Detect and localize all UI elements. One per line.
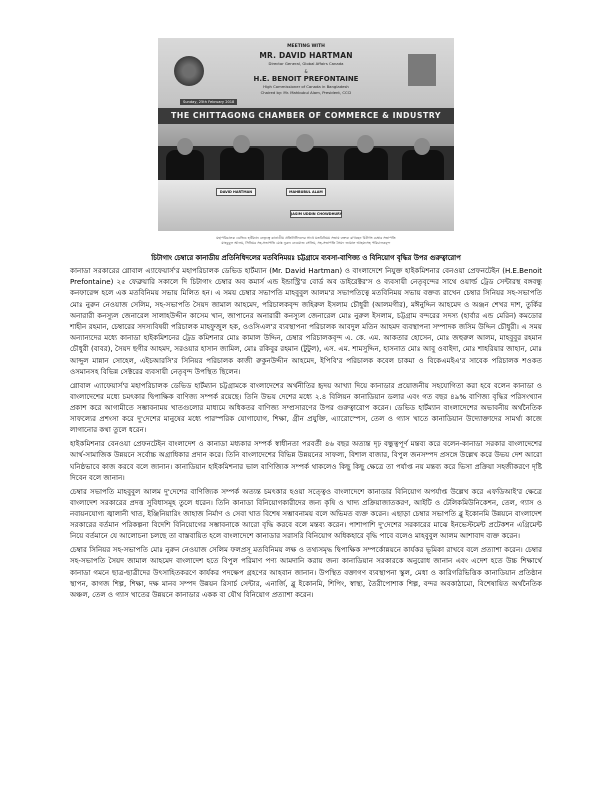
banner-date: Sunday, 25th February 2018 bbox=[180, 99, 237, 105]
attendee-head bbox=[296, 134, 314, 152]
attendee-figure bbox=[344, 148, 388, 184]
banner-meeting-with: MEETING WITH bbox=[287, 44, 325, 49]
banner-high-commissioner-role: High Commissioner of Canada in Bangladesh bbox=[263, 84, 349, 89]
photo-caption-line-1: মহাপরিচালক ডেভিড হার্টম্যান নেতৃত্বে কানাডীয় প্রতিনিধিদলের সাথে মতবিনিময় সভায় বক্তব্য রাখছেন চিটাগং চেম্বার সভাপতি bbox=[216, 236, 396, 240]
nameplate: JASIM UDDIN CHOWDHURY bbox=[291, 212, 343, 216]
article-paragraph: চেম্বার সিনিয়র সহ-সভাপতি মোঃ নুরুন নেওয়াজ সেলিম ফলপ্রসূ মতবিনিময় লক্ষ ও তথ্যসমৃদ্ধ দ্বিপাক্ষিক সম্পর্কোন্নয়নে কার্যকর ভূমিকা রাখবে বলে প্রত্যাশা করেন। চেম্বার সহ-সভাপতি সৈয়দ জামাল আহমেদ বাংলাদেশ হতে বিপুল পরিমাণ পণ্য আমদানি করায় জন্য কানাডিয়ান সরকারকে অনুরোধ জানান এবং এদেশ হতে উচ্চ শিক্ষার্থে কানাডা গমনে ছাত্র-ছাত্রীদের উৎসাহিতকরণে কার্যকর পদক্ষেপ গ্রহণের আহবান জানান। উপস্থিত বক্তাগণ ব্যবস্থাপনা স্কুল, মেধা ও কারিগরিভিত্তিক কানাডিয়ান প্রতিষ্ঠান স্থাপন, কাগজ শিল্প, শিক্ষা, দক্ষ মানব সম্পদ উন্নয়ন রিসার্চ সেন্টার, এনার্জি, ব্লু ইকোনমি, শিপিং, স্বাস্থ্য, তৈরীপোশাক শিল্প, বন্দর অবকাঠামো, বিশেষায়িত অর্থনৈতিক অঞ্চল, তেল ও গ্যাস খাতের উন্নয়নে কানাডার একক বা যৌথ বিনিয়োগ প্রত্যাশা করেন। bbox=[70, 545, 542, 600]
article-paragraph: হাইকমিশনার বেনওয়া প্রেফনটেইন বাংলাদেশ ও কানাডা মধ্যকার সম্পর্ক স্বাধীনতা পরবর্তী ৪৬ বছর অত্যন্ত দৃঢ় বন্ধুত্বপূর্ণ মন্তব্য করে বলেন-কানাডা সরকার বাংলাদেশের আর্থ-সামাজিক উন্নয়নে সর্বোচ্চ অগ্রাধিকার প্রদান করে। তিনি বাংলাদেশের বিভিন্ন উন্নয়নের সাফল্য, বিশাল বাজার, বিপুল জনসম্পদ প্রসঙ্গে উল্লেখ করে উভয় দেশ আরো ঘনিষ্ঠভাবে কাজ করবে বলে জানান। কানাডিয়ান হাইকমিশনার ভাল বাণিজ্যিক সম্পর্ক থাকলেও কিছু কিছু ক্ষেত্রে তা পর্যাপ্ত নয় মন্তব্য করে ভিসা প্রক্রিয়া সহজীকরণে দৃষ্টি দিবেন বলে জানান। bbox=[70, 439, 542, 482]
banner-guest-role: Director General, Global Affairs Canada bbox=[268, 61, 344, 66]
attendee-figure bbox=[402, 150, 444, 184]
article-paragraph: কানাডা সরকারের গ্লোবাল এ্যাফেয়ার্স'র মহাপরিচালক ডেভিড হার্টম্যান (Mr. David Hartman) ও বাংলাদেশে নিযুক্ত হাইকমিশনার বেনওয়া প্রেফনটেইন (H.E.Benoit Prefontaine) ২৫ ফেব্রুয়ারি সকালে দি চিটাগাং চেম্বার অব কমার্স এন্ড ইন্ডাস্ট্রি'র বোর্ড অব ডাইরেক্টর'স ও ব্যবসায়ী নেতৃবৃন্দের সাথে ওয়ার্ল্ড ট্রেড সেন্টারস্থ বঙ্গবন্ধু কনফারেন্স হলে এক মতবিনিময় সভায় মিলিত হন। এ সময় চেম্বার সভাপতি মাহবুবুল আলম'র সভাপতিত্বে মতবিনিময় সভায় বক্তব্য রাখেন চেম্বার সিনিয়র সহ-সভাপতি মোঃ নুরুন নেওয়াজ সেলিম, সহ-সভাপতি সৈয়দ জামাল আহমেদ, পরিচালকবৃন্দ জহিরুল ইসলাম চৌধুরী (আলমগীর), মঈনুদ্দিন আহমেদ ও অঞ্জন শেখর দাশ, তুর্কির অনারারী কনস্যুল জেনারেল সালাহউদ্দীন কাসেম খান, জাপানের অনারারী কনস্যুল জেনারেল মোঃ নুরুল ইসলাম, চট্টগ্রাম বন্দরের সদস্য (হার্বার এন্ড মেরিন) কমডোর শাহীন রহমান, চেম্বারের সদস্যবিষয়ী পরিচালক মাহফুজুল হক, ওওসিএল'র ব্যবস্থাপনা পরিচালক আবদুল মতিন আহমদ ব্যবস্থাপনা সম্পাদক জসিম উদ্দিন চৌধুরী। এ সময় অন্যান্যদের মধ্যে কানাডা হাইকমিশনের ট্রেড কমিশনার মোঃ কামাল উদ্দিন, চেম্বার পরিচালকবৃন্দ এ. কে. এম. আকতার হোসেন, মোঃ জহুরুল আলম, মাহবুবুর রহমান চৌধুরী (বাবর), সৈয়দ ছগীর আহমদ, সরওয়ার হাসান জামিল, মোঃ রকিবুর রহমান (টুটুল), এস. এম. শামসুদ্দিন, হাসনাত মোঃ আবু ওবাইদা, মোঃ শাহরিয়ার জাহান, মোঃ আব্দুল মান্নান সোহেল, এইচআরসি'র সিনিয়র পরিচালক কাজী রুকুনউদ্দীন আহমেদ, ইপিবি'র পরিচালক কবেল চাকমা ও বিকেএমইএ'র সাবেক পরিচালক শওকত ওসমানসহ বিভিন্ন সেক্টরের ব্যবসায়ী নেতৃবৃন্দ উপস্থিত ছিলেন। bbox=[70, 266, 542, 376]
chamber-banner-text: THE CHITTAGONG CHAMBER OF COMMERCE & INDUSTRY bbox=[170, 111, 441, 120]
nameplate: MAHBUBUL ALAM bbox=[286, 188, 326, 196]
attendee-head bbox=[414, 138, 430, 155]
article-paragraph: গ্লোবাল এ্যাফেয়ার্স'র মহাপরিচালক ডেভিড হার্টম্যান চট্টগ্রামকে বাংলাদেশের অর্থনীতির হৃদয় আখ্যা দিয়ে কানাডার প্রয়োজনীয় সহযোগিতা করা হবে বলেন কানাডা ও বাংলাদেশের মধ্যে চমৎকার দ্বিপাক্ষিক বাণিজ্য সম্পর্ক রয়েছে। তিনি উভয় দেশের মধ্যে ২.৪ বিলিয়ন কানাডিয়ান ডলার এবং গত বছর ৪৯% বাণিজ্য বৃদ্ধির পরিসংখ্যান প্রকাশ করে আগামীতে সম্ভাবনাময় খাতগুলোর মাধ্যমে অধিকতর বাণিজ্য সম্প্রসারণের উপর গুরুত্বারোপ করেন। ডেভিড হার্টম্যান বাংলাদেশের অভাবনীয় অর্থনৈতিক সাফল্যের প্রশংসা করে দু'দেশের মানুষের মধ্যে পারস্পরিক যোগাযোগ, শিক্ষা, গ্রীন প্রযুক্তি, এ্যারোস্পেস, তেল ও গ্যাস খাতে কানাডিয়ান উদ্যোক্তাদের সামর্থ্য কাজে লাগানোর কথা তুলে ধরেন। bbox=[70, 380, 543, 435]
article-body bbox=[70, 265, 542, 603]
banner-high-commissioner-name: H.E. BENOIT PREFONTAINE bbox=[253, 75, 359, 83]
nameplate: DAVID HARTMAN bbox=[216, 188, 256, 196]
banner-guest-name: MR. DAVID HARTMAN bbox=[259, 51, 353, 60]
article-paragraph: চেম্বার সভাপতি মাহবুবুল আলম দু'দেশের বাণিজ্যিক সম্পর্ক অত্যন্ত চমৎকার হওয়া সত্ত্বেও বাংলাদেশে কানাডার বিনিয়োগ অপর্যাপ্ত উল্লেখ করে এফডিআই'র ক্ষেত্রে বাংলাদেশ সরকারের প্রদত্ত সুবিধাসমূহ তুলে ধরেন। তিনি কানাডা বিনিয়োগকারীদের জন্য কৃষি ও খাদ্য প্রক্রিয়াজাতকরণ, আইটি ও টেলিকমিউনিকেশন, তেল, গ্যাস ও নবায়নযোগ্য জ্বালানী খাত, ইঞ্জিনিয়ারিং জাহাজ নির্মাণ ও সেবা খাত বিশেষ সম্ভাবনাময় বলে অভিমত ব্যক্ত করেন। এছাড়া চেম্বার সভাপতি ব্লু ইকোনমি উন্নয়নে বাংলাদেশ সরকারের বর্তমান পরিকল্পনা বিদেশি বিনিয়োগের সম্ভাবনাকে আরো বৃদ্ধি করবে বলে মন্তব্য করেন। পাশাপাশি দু'দেশের সরকারের মাঝে ইনভেস্টমেন্ট প্রটেকশন এগ্রিমেন্ট নিয়ে বর্তমানে যে আলোচনা চলছে তা বাস্তবায়িত হলে বাংলাদেশে কানাডার সরাসরি বিনিয়োগ অধিকহারে বৃদ্ধি পাবে বলেও মাহবুবুল আলম আশাবাদ ব্যক্ত করেন। bbox=[70, 486, 542, 541]
attendee-head bbox=[357, 135, 374, 153]
attendee-head bbox=[233, 135, 250, 153]
attendee-figure bbox=[282, 148, 328, 184]
photo-caption-line-2: মাহবুবুল আলম, সিনিয়র সহ-সভাপতি মোঃ নুরুন নেওয়াজ সেলিম, সহ-সভাপতি সৈয়দ জামাল আহমদসহ পরিচালকবৃন্দ bbox=[221, 241, 391, 245]
attendee-figure bbox=[166, 150, 204, 184]
attendee-head bbox=[177, 138, 193, 155]
banner-chair: Chaired by: Mr. Mahbubul Alam, President, CCCI bbox=[260, 90, 352, 95]
article-headline: চিটাগাং চেম্বারে কানাডীয় প্রতিনিধিদলের মতবিনিময়ঃ চট্টগ্রামে ব্যবসা-বাণিজ্য ও বিনিয়োগ বৃদ্ধির উপর গুরুত্বারোপ bbox=[151, 254, 461, 262]
attendee-figure bbox=[220, 148, 264, 184]
meeting-photo bbox=[158, 38, 454, 231]
banner-and: & bbox=[304, 69, 308, 74]
